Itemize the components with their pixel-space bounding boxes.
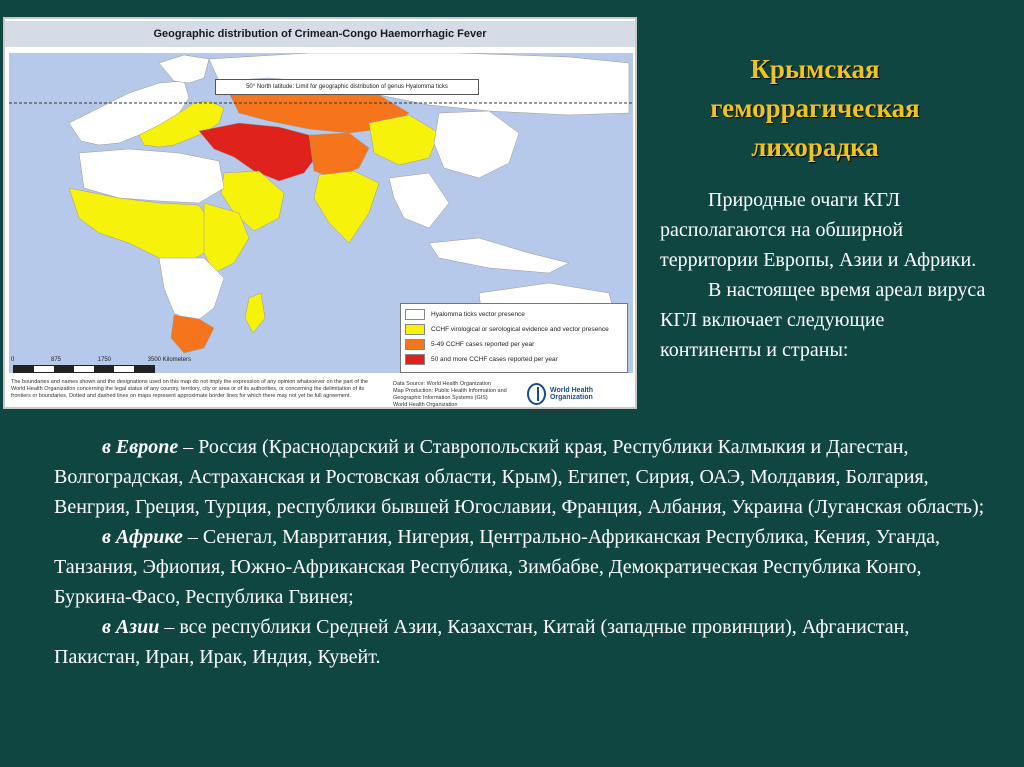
side-paragraph: Природные очаги КГЛ располагаются на обширной территории Европы, Азии и Африки. [660, 189, 977, 271]
legend-item [405, 352, 623, 367]
map-legend [400, 303, 628, 373]
central-asia-orange [309, 133, 369, 178]
scale-label: 0 [11, 357, 15, 363]
madagascar-yellow [245, 293, 265, 333]
legend-item [405, 307, 623, 322]
map-disclaimer: The boundaries and names shown and the designations used on this map do not imply the expression of any opinion whatsoever on the part of the World Health Organization concerning the legal status of any country, territory, city or area or of its authorities, or concerning the delimitation of its frontiers or boundaries. Dotted and dashed lines on maps represent approximate border lines for which there may not yet be full agreement. [11, 379, 369, 399]
who-name: World Health Organization [549, 387, 594, 401]
legend-label: 5-49 CCHF cases reported per year [431, 341, 535, 348]
scandinavia-landmass [159, 55, 209, 83]
region-text: – Россия (Краснодарский и Ставропольский края, Республики Калмыкия и Дагестан, Волгоградская, Астраханская и Ростовская области, Крым), Египет, Сирия, ОАЭ, Молдавия, Болгария, Венгрия, Греция, Турция, республики бывшей Югославии, Франция, Албания, Украина (Луганская область); [54, 436, 985, 518]
who-emblem-icon [527, 383, 546, 405]
scale-label: 1750 [97, 357, 111, 363]
legend-label: CCHF virological or serological evidence and vector presence [431, 326, 609, 333]
legend-label: Hyalomma ticks vector presence [431, 311, 525, 318]
scale-labels [11, 357, 191, 363]
region-europe [54, 432, 994, 522]
cchf-distribution-map [3, 17, 637, 416]
scale-label: 3500 Kilometers [147, 357, 191, 363]
southeast-asia-landmass [389, 173, 449, 228]
india-yellow [314, 171, 379, 243]
side-text [660, 185, 990, 365]
latitude-note: 50° North latitude: Limit for geographic distribution of genus Hyalomma ticks [215, 79, 479, 95]
map-credits: Data Source: World Health Organization Map Production: Public Health Information and Geographic Information Systems (GIS) World Health Organization [393, 381, 507, 408]
scale-label: 875 [50, 357, 61, 363]
who-logo [527, 379, 623, 409]
side-paragraph: В настоящее время ареал вируса КГЛ включает следующие континенты и страны: [660, 279, 986, 361]
region-text: – все республики Средней Азии, Казахстан, Китай (западные провинции), Афганистан, Пакистан, Иран, Ирак, Индия, Кувейт. [54, 616, 910, 668]
scale-bar [13, 365, 155, 373]
regions-list [54, 432, 994, 672]
legend-item [405, 337, 623, 352]
region-label: в Африке [102, 526, 183, 548]
south-africa-orange [171, 315, 214, 353]
eastern-china-landmass [434, 111, 519, 178]
region-label: в Европе [102, 436, 179, 458]
indonesia-landmass [429, 238, 569, 273]
legend-swatch-yellow [405, 324, 425, 335]
legend-swatch-orange [405, 339, 425, 350]
legend-swatch-white [405, 309, 425, 320]
region-africa [54, 522, 994, 612]
region-label: в Азии [102, 616, 160, 638]
legend-item [405, 322, 623, 337]
map-title: Geographic distribution of Crimean-Congo Haemorrhagic Fever [5, 21, 635, 47]
slide-title: Крымская геморрагическая лихорадка [710, 54, 920, 162]
legend-swatch-red [405, 354, 425, 365]
region-asia [54, 612, 994, 672]
western-china-yellow [369, 115, 439, 165]
legend-label: 50 and more CCHF cases reported per year [431, 356, 558, 363]
who-copyright: © WHO 2012. All rights reserved. [529, 410, 603, 416]
region-text: – Сенегал, Мавритания, Нигерия, Центрально-Африканская Республика, Кения, Уганда, Танзания, Эфиопия, Южно-Африканская Республика, Зимбабве, Демократическая Республика Конго, Буркина-Фасо, Республика Гвинея; [54, 526, 940, 608]
